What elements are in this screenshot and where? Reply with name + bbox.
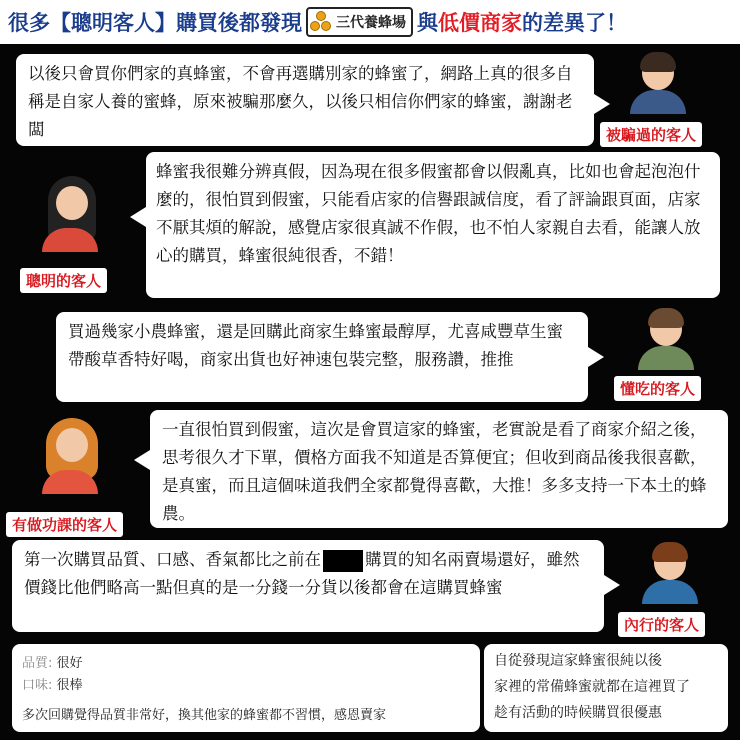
title-prefix: 很多【聰明客人】購買後都發現 — [8, 11, 302, 35]
testimonial-bubble-1 — [16, 54, 594, 146]
avatar-female-2 — [40, 418, 104, 498]
avatar-male-3 — [640, 540, 700, 604]
taste-value: 很棒 — [56, 678, 83, 693]
customer-tag-4: 有做功課的客人 — [6, 512, 123, 537]
customer-tag-1: 被騙過的客人 — [600, 122, 702, 147]
avatar-male-1 — [628, 50, 688, 114]
customer-tag-3: 懂吃的客人 — [614, 376, 701, 401]
review-card-left — [12, 644, 480, 732]
redacted-block — [323, 550, 363, 572]
review-right-line-3: 趁有活動的時候購買很優惠 — [494, 705, 662, 721]
testimonial-bubble-4 — [150, 410, 728, 528]
testimonial-text-3: 買過幾家小農蜂蜜，還是回購此商家生蜂蜜最醇厚，尤喜咸豐草生蜜帶酸草香特好喝，商家出貨也好神速包裝完整，服務讚，推推 — [68, 322, 563, 369]
page-title — [0, 0, 740, 44]
testimonial-text-4: 一直很怕買到假蜜，這次是會買這家的蜂蜜，老實說是看了商家介紹之後，思考很久才下單，價格方面我不知道是否算便宜；但收到商品後我很喜歡，是真蜜，而且這個味道我們全家都覺得喜歡，大推！多多支持一下本土的蜂農。 — [162, 420, 707, 523]
title-suffix-red: 低價商家 — [438, 11, 522, 35]
testimonial-text-5a: 第一次購買品質、口感、香氣都比之前在 — [24, 550, 321, 569]
testimonial-bubble-2 — [146, 152, 720, 298]
review-comment: 多次回購覺得品質非常好，換其他家的蜂蜜都不習慣，感恩賣家 — [22, 708, 387, 723]
customer-tag-2: 聰明的客人 — [20, 268, 107, 293]
testimonial-text-2: 蜂蜜我很難分辨真假，因為現在很多假蜜都會以假亂真，比如也會起泡泡什麼的，很怕買到假蜜，只能看店家的信譽跟誠信度，看了評論跟頁面，店家不厭其煩的解說，感覺店家很真誠不作假，也不怕人家親自去看，能讓人放心的購買，蜂蜜很純很香，不錯！ — [156, 162, 701, 265]
testimonial-text-5b: 購買的知名兩賣場還好，雖然價錢比他們略高一點但真的是一分錢一分貨以後都會在這購買蜂蜜 — [24, 550, 580, 597]
title-suffix-end: 的差異了！ — [522, 11, 627, 35]
testimonial-bubble-3 — [56, 312, 588, 402]
avatar-male-2 — [636, 306, 696, 370]
taste-label: 口味: — [22, 678, 53, 693]
review-right-line-1: 自從發現這家蜂蜜很純以後 — [494, 653, 662, 669]
customer-tag-5: 內行的客人 — [618, 612, 705, 637]
avatar-female-1 — [40, 176, 104, 256]
testimonial-bubble-5 — [12, 540, 604, 632]
quality-value: 很好 — [56, 656, 83, 671]
brand-logo — [306, 7, 413, 37]
quality-label: 品質: — [22, 656, 53, 671]
brand-logo-text: 三代養蜂場 — [336, 15, 406, 31]
title-suffix-blue: 與 — [417, 11, 438, 35]
honeycomb-icon — [310, 11, 332, 33]
review-card-right — [484, 644, 728, 732]
review-right-line-2: 家裡的常備蜂蜜就都在這裡買了 — [494, 679, 690, 695]
testimonial-text-1: 以後只會買你們家的真蜂蜜，不會再選購別家的蜂蜜了，網路上真的很多自稱是自家人養的蜜蜂，原來被騙那麼久，以後只相信你們家的蜂蜜，謝謝老闆 — [28, 64, 573, 139]
